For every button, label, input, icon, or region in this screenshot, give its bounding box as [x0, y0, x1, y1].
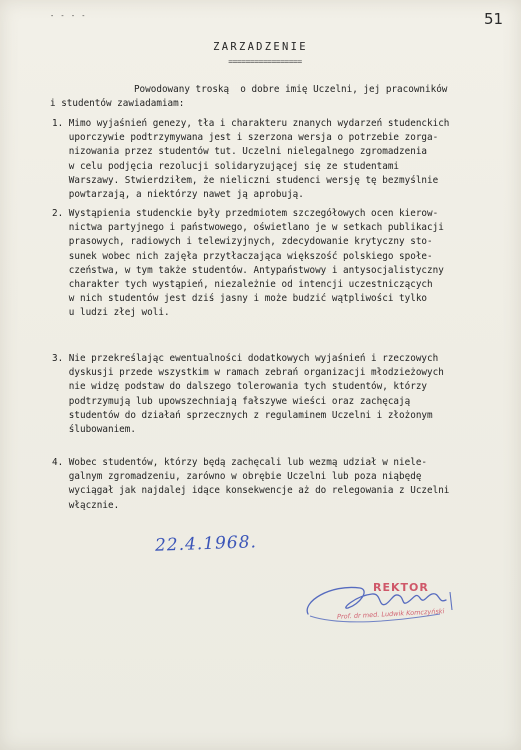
stamp-title: REKTOR	[373, 581, 429, 594]
intro-paragraph: Powodowany troską o dobre imię Uczelni, jej pracowników i studentów zawiadamiam:	[50, 84, 448, 110]
list-item-1: 1. Mimo wyjaśnień genezy, tła i charakteru znanych wydarzeń studenckich uporczywie podtrzymywana jest i szerzona wersja o potrzebie zorga- nizowania przez studentów tut. Uczelni nielegalnego zgromadzenia w celu podjęcia rezolucji solidaryzującej się ze studentami Warszawy. Stwierdziłem, że nieliczni studenci wersję tę bezmyślnie powtarzają, a niektórzy nawet ją aprobują.	[52, 118, 450, 201]
list-item-3: 3. Nie przekreślając ewentualności dodatkowych wyjaśnień i rzeczowych dyskusji przede wszystkim w ramach zebrań organizacji młodzieżowych nie widzę podstaw do dalszego tolerowania tych studentów, którzy podtrzymują lub upowszechniają fałszywe wieści oraz zachęcają studentów do działań sprzecznych z regulaminem Uczelni i złożonym ślubowaniem.	[52, 353, 444, 436]
rector-stamp	[300, 574, 510, 644]
stamp-subtitle: Prof. dr med. Ludwik Komczyński	[336, 607, 445, 621]
corner-mark: - - - -	[50, 12, 87, 20]
title-underline: =================	[228, 57, 302, 66]
list-item-2: 2. Wystąpienia studenckie były przedmiotem szczegółowych ocen kierow- nictwa partyjnego i państwowego, oświetlano je w setkach publikacji prasowych, radiowych i telewizyjnych, zdecydowanie krytyczny sto- sunek wobec nich zajęła przytłaczająca większość polskiego społe- czeństwa, w tym także studentów. Antypaństwowy i antysocjalistyczny charakter tych wystąpień, niezależnie od intencji uczestniczących w nich studentów jest dziś jasny i może budzić wątpliwości tylko u ludzi złej woli.	[52, 208, 444, 319]
document-title: ZARZADZENIE	[213, 41, 308, 53]
page-number: 51	[484, 10, 504, 28]
handwritten-date: 22.4.1968.	[154, 532, 258, 556]
list-item-4: 4. Wobec studentów, którzy będą zachęcali lub wezmą udział w niele- galnym zgromadzeniu, zarówno w obrębie Uczelni lub poza niąbędę wyciągał jak najdalej idące konsekwencje aż do relegowania z Uczelni włącznie.	[52, 457, 450, 511]
